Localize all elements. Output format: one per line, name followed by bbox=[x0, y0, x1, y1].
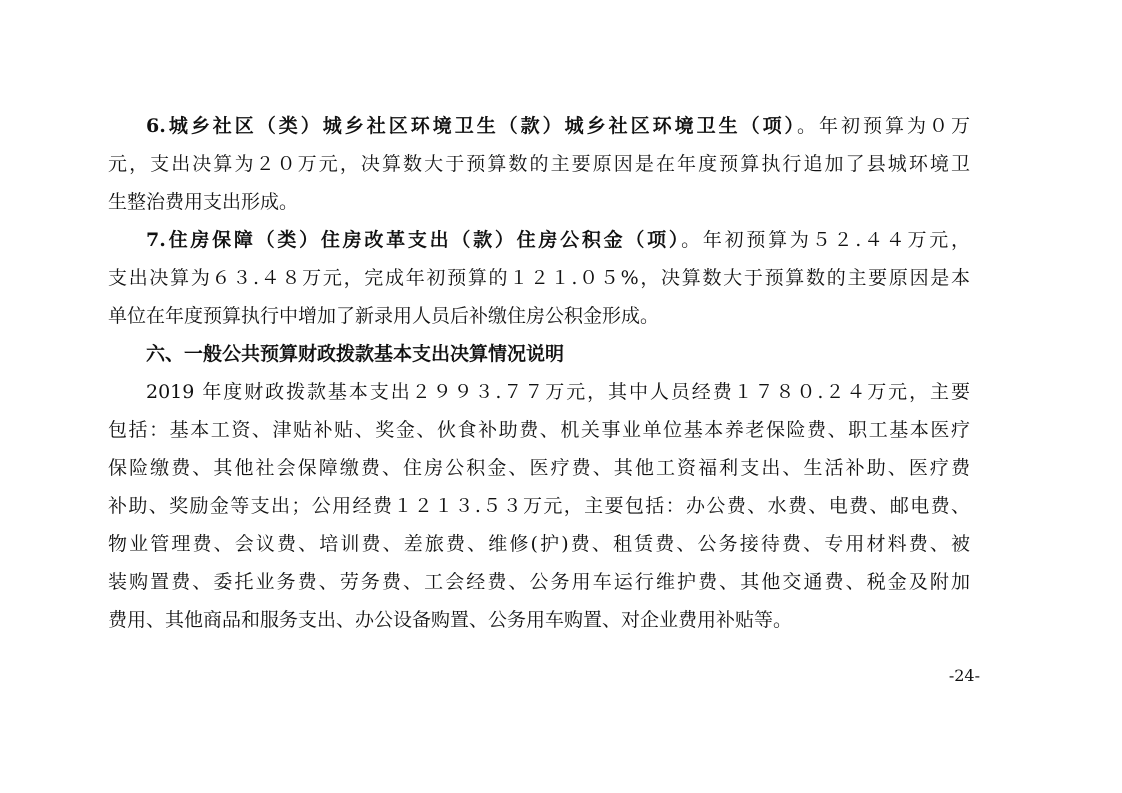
item-6-line-1 bbox=[146, 107, 970, 145]
section-line-2: 包括：基本工资、津贴补贴、奖金、伙食补助费、机关事业单位基本养老保险费、职工基本医疗 bbox=[108, 419, 970, 441]
section-line-5: 物业管理费、会议费、培训费、差旅费、维修(护)费、租赁费、公务接待费、专用材料费、被 bbox=[108, 533, 970, 555]
section-line-3: 保险缴费、其他社会保障缴费、住房公积金、医疗费、其他工资福利支出、生活补助、医疗费 bbox=[108, 457, 970, 479]
item-7-title: 7.住房保障（类）住房改革支出（款）住房公积金（项） bbox=[146, 229, 682, 251]
page-number: -24- bbox=[948, 666, 980, 685]
item-6-title: 6.城乡社区（类）城乡社区环境卫生（款）城乡社区环境卫生（项） bbox=[146, 115, 798, 137]
section-line-6: 装购置费、委托业务费、劳务费、工会经费、公务用车运行维护费、其他交通费、税金及附加 bbox=[108, 571, 970, 593]
item-6-line-2: 元，支出决算为２０万元，决算数大于预算数的主要原因是在年度预算执行追加了县城环境卫 bbox=[108, 153, 970, 175]
item-6-line-3: 生整治费用支出形成。 bbox=[108, 191, 299, 213]
section-line-4: 补助、奖励金等支出；公用经费１２１３.５３万元，主要包括：办公费、水费、电费、邮电费、 bbox=[108, 495, 970, 517]
section-heading: 六、一般公共预算财政拨款基本支出决算情况说明 bbox=[146, 343, 565, 365]
item-6-text: 。年初预算为０万 bbox=[797, 115, 970, 137]
section-line-7: 费用、其他商品和服务支出、办公设备购置、公务用车购置、对企业费用补贴等。 bbox=[108, 609, 793, 631]
section-line-1: 2019 年度财政拨款基本支出２９９３.７７万元，其中人员经费１７８０.２４万元，主要 bbox=[146, 381, 970, 403]
item-7-line-2: 支出决算为６３.４８万元，完成年初预算的１２１.０５%，决算数大于预算数的主要原因是本 bbox=[108, 267, 970, 289]
item-7-line-1 bbox=[146, 221, 970, 259]
item-7-line-3: 单位在年度预算执行中增加了新录用人员后补缴住房公积金形成。 bbox=[108, 305, 660, 327]
item-7-text: 。年初预算为５２.４４万元， bbox=[681, 229, 970, 251]
